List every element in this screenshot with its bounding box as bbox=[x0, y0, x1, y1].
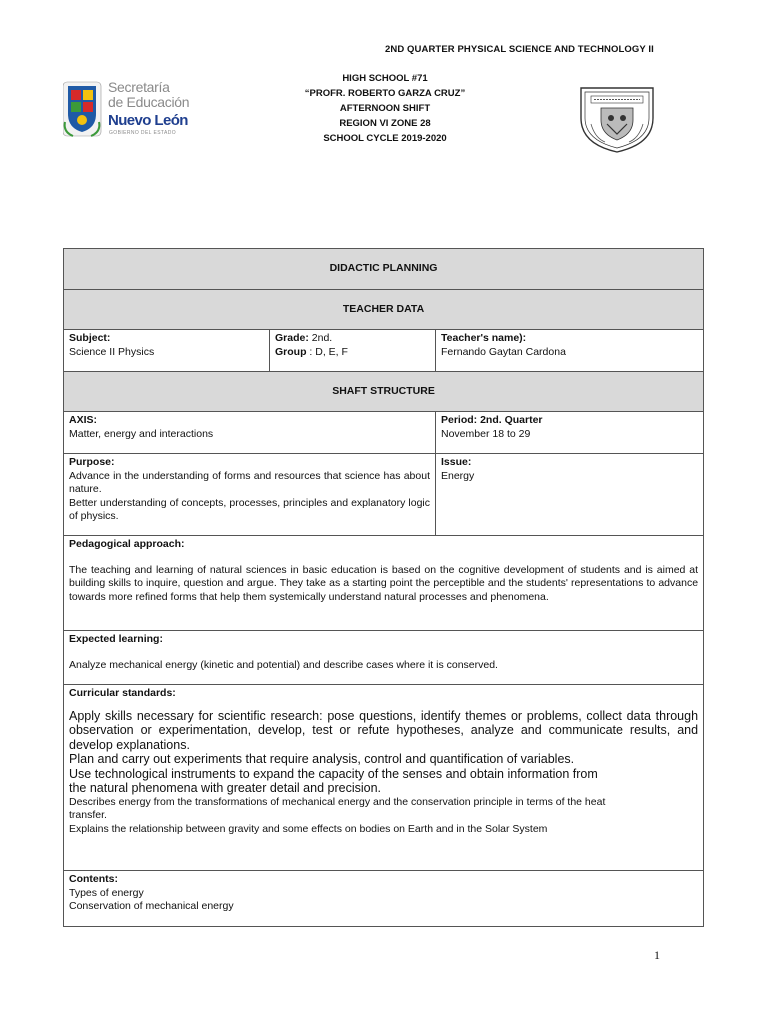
school-crest-logo bbox=[577, 84, 657, 154]
grade-group-cell bbox=[270, 330, 436, 372]
expected-learning-cell bbox=[64, 631, 704, 685]
page-number: 1 bbox=[654, 948, 660, 962]
logo-text-secretaria: Secretaría bbox=[108, 79, 170, 95]
subject-cell bbox=[64, 330, 270, 372]
grade-label: Grade: bbox=[275, 332, 309, 344]
logo-text-educacion: de Educación bbox=[108, 94, 190, 110]
group-value: : D, E, F bbox=[306, 345, 348, 358]
purpose-label: Purpose: bbox=[69, 456, 115, 468]
school-region: REGION VI ZONE 28 bbox=[339, 118, 431, 129]
school-name: HIGH SCHOOL #71 bbox=[342, 73, 428, 84]
issue-cell bbox=[436, 454, 704, 536]
document-header-title: 2ND QUARTER PHYSICAL SCIENCE AND TECHNOLOGY II bbox=[385, 44, 654, 55]
teacher-data-title: TEACHER DATA bbox=[64, 290, 704, 330]
pedagogical-text: The teaching and learning of natural sciences in basic education is based on the cognitive development of students and is aimed at building skills to inquire, question and argue. They take as a starting point the perceptible and the students' representations to advance towards more refined forms that help them systemically understand natural processes and phenomena. bbox=[69, 563, 699, 603]
pedagogical-approach-cell bbox=[64, 536, 704, 631]
contents-item: Conservation of mechanical energy bbox=[69, 900, 234, 912]
axis-value: Matter, energy and interactions bbox=[69, 427, 214, 440]
group-label: Group bbox=[275, 345, 307, 358]
school-honoree: “PROFR. ROBERTO GARZA CRUZ” bbox=[304, 88, 466, 99]
school-crest-icon bbox=[577, 84, 657, 154]
curricular-standards-cell bbox=[64, 685, 704, 871]
curricular-standard-item: Apply skills necessary for scientific research: pose questions, identify themes or problems, collect data through observation or experimentation, develop, test or refute hypotheses, analyze and communicate results, and develop explanations. bbox=[69, 708, 699, 752]
pedagogical-label: Pedagogical approach: bbox=[69, 538, 185, 550]
teacher-label: Teacher's name): bbox=[441, 332, 527, 344]
didactic-planning-title: DIDACTIC PLANNING bbox=[64, 249, 704, 290]
shaft-structure-title: SHAFT STRUCTURE bbox=[64, 372, 704, 412]
purpose-line: Better understanding of concepts, processes, principles and explanatory logic of physics. bbox=[69, 496, 430, 522]
curricular-label: Curricular standards: bbox=[69, 687, 176, 699]
issue-value: Energy bbox=[441, 469, 475, 482]
purpose-cell bbox=[64, 454, 436, 536]
curricular-standard-item: Use technological instruments to expand the capacity of the senses and obtain information from the natural phenomena with greater detail and precision. bbox=[69, 766, 598, 795]
curricular-standard-item: Describes energy from the transformations of mechanical energy and the conservation principle in terms of the heat transfer. bbox=[69, 795, 606, 821]
logo-text-nuevo-leon: Nuevo León bbox=[108, 112, 188, 129]
axis-label: AXIS: bbox=[69, 414, 98, 426]
issue-label: Issue: bbox=[441, 456, 472, 468]
period-label: Period: 2nd. Quarter bbox=[441, 414, 543, 426]
teacher-value: Fernando Gaytan Cardona bbox=[441, 345, 566, 358]
secretaria-educacion-logo bbox=[63, 78, 203, 144]
subject-label: Subject: bbox=[69, 332, 111, 344]
school-info-block bbox=[268, 71, 502, 146]
school-shift: AFTERNOON SHIFT bbox=[339, 103, 431, 114]
didactic-planning-table bbox=[63, 248, 704, 927]
subject-value: Science II Physics bbox=[69, 345, 155, 358]
logo-text-gobierno: GOBIERNO DEL ESTADO bbox=[109, 130, 177, 136]
contents-label: Contents: bbox=[69, 873, 118, 885]
curricular-standard-item: Plan and carry out experiments that require analysis, control and quantification of variables. bbox=[69, 752, 575, 766]
contents-cell bbox=[64, 871, 704, 927]
school-cycle: SCHOOL CYCLE 2019-2020 bbox=[323, 133, 447, 144]
contents-item: Types of energy bbox=[69, 886, 144, 899]
expected-learning-label: Expected learning: bbox=[69, 633, 163, 645]
purpose-line: Advance in the understanding of forms and resources that science has about nature. bbox=[69, 469, 430, 495]
period-cell bbox=[436, 412, 704, 454]
period-value: November 18 to 29 bbox=[441, 427, 531, 440]
teacher-cell bbox=[436, 330, 704, 372]
curricular-standard-item: Explains the relationship between gravity and some effects on bodies on Earth and in the Solar System bbox=[69, 822, 548, 835]
expected-learning-text: Analyze mechanical energy (kinetic and potential) and describe cases where it is conserved. bbox=[69, 658, 498, 671]
grade-value: 2nd. bbox=[308, 332, 333, 344]
axis-cell bbox=[64, 412, 436, 454]
